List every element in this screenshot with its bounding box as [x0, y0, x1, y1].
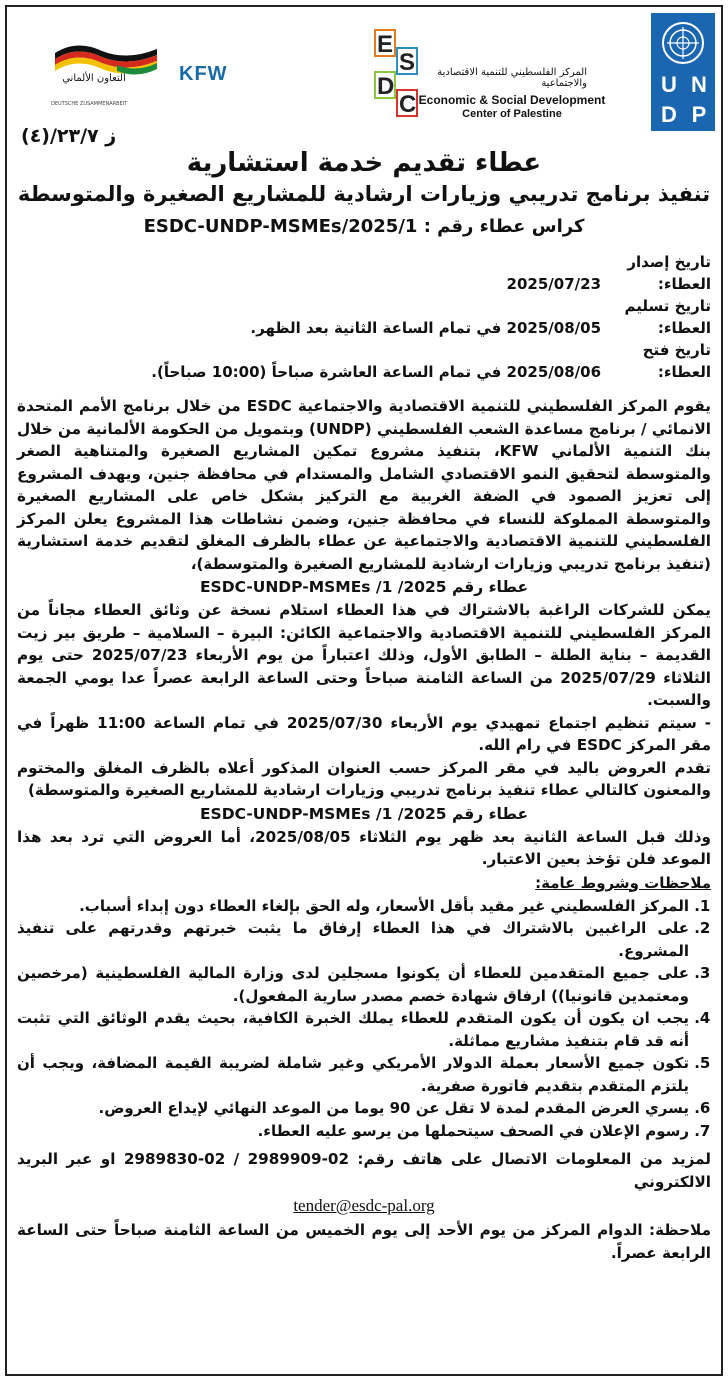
undp-letter-d: D — [661, 102, 677, 127]
tender-title: عطاء تقديم خدمة استشارية — [186, 148, 542, 178]
date-row — [17, 295, 711, 339]
list-item: 2. على الراغبين بالاشتراك في هذا العطاء إرفاق ما يثبت خبرتهم وقدرتهم على تنفيذ المشروع. — [17, 917, 689, 962]
date-value: 2025/08/05 في تمام الساعة الثانية بعد الظهر. — [250, 319, 601, 337]
date-value: 2025/08/06 في تمام الساعة العاشرة صباحاً (10:00 صباحاً). — [151, 363, 601, 381]
notes-list — [17, 895, 711, 1143]
footer-note: ملاحظة: الدوام المركز من يوم الأحد إلى يوم الخميس من الساعة الثامنة صباحاً حتى الساعة الرابعة عصراً. — [17, 1221, 711, 1262]
partner-german-text: DEUTSCHE ZUSAMMENARBEIT — [51, 101, 128, 107]
undp-letter-n: N — [691, 72, 707, 97]
header — [7, 7, 721, 147]
svg-text:C: C — [399, 91, 417, 118]
deadline-paragraph: وذلك قبل الساعة الثانية بعد ظهر يوم الثلاثاء 2025/08/05، أما العروض التي ترد بعد هذا الموعد فلن تؤخذ بعين الاعتبار. — [17, 827, 711, 868]
list-item: 6. يسري العرض المقدم لمدة لا تقل عن 90 يوما من الموعد النهائي لإيداع العروض. — [17, 1097, 689, 1120]
date-value: 2025/07/23 — [506, 275, 601, 293]
tender-number-2: عطاء رقم 2025/ ESDC-UNDP-MSMEs /1 — [199, 804, 529, 823]
esdc-english-line-2: Center of Palestine — [462, 108, 562, 120]
contact-email-link[interactable]: tender@esdc-pal.org — [293, 1196, 435, 1215]
notes-title: ملاحظات وشروط عامة: — [535, 873, 711, 892]
tender-file-number: كراس عطاء رقم : 1/ESDC-UNDP-MSMEs/2025 — [143, 216, 585, 237]
esdc-english-name — [417, 93, 607, 121]
date-label: تاريخ إصدار العطاء: — [627, 253, 711, 293]
undp-letter-u: U — [661, 72, 677, 97]
date-label: تاريخ فتح العطاء: — [642, 341, 711, 381]
esdc-arabic-name: المركز الفلسطيني للتنمية الاقتصادية والاجتماعية — [437, 67, 587, 89]
date-row — [17, 339, 711, 383]
tender-number-1: عطاء رقم 2025/ ESDC-UNDP-MSMEs /1 — [199, 578, 529, 596]
purchase-paragraph: يمكن للشركات الراغبة بالاشتراك في هذا العطاء استلام نسخة عن وثائق العطاء مجاناً من المركز الفلسطيني للتنمية الاقتصادية والاجتماعية الكائن: البيرة – السلامية – طريق بير زيت القديمة – بناية الطلة – الطابق الأول، وذلك اعتباراً من يوم الأربعاء 2025/07/23 حتى يوم الثلاثاء 2025/07/29 من الساعة الثامنة صباحاً وحتى الساعة الرابعة عصراً عدا يومي الجمعة والسبت. — [17, 601, 711, 709]
list-item: 7. رسوم الإعلان في الصحف سيتحملها من يرسو عليه العطاء. — [17, 1120, 689, 1143]
svg-text:S: S — [399, 49, 416, 76]
svg-text:D: D — [377, 73, 395, 100]
undp-logo — [651, 13, 715, 131]
meeting-paragraph: - سيتم تنظيم اجتماع تمهيدي يوم الأربعاء 2025/07/30 في تمام الساعة 11:00 ظهراً في مقر المركز ESDC في رام الله. — [17, 713, 711, 754]
contact-paragraph: لمزيد من المعلومات الاتصال على هاتف رقم: 02-2989909 / 02-2989830 او عبر البريد الالكتروني — [17, 1150, 712, 1191]
tender-subtitle: تنفيذ برنامج تدريبي وزيارات ارشادية للمشاريع الصغيرة والمتوسطة — [17, 182, 711, 206]
list-item: 3. على جميع المتقدمين للعطاء أن يكونوا مسجلين لدى وزارة المالية الفلسطينية (مرخصين ومعتمدين قانونيا)) ارفاق شهادة خصم مصدر سارية المفعول). — [17, 962, 689, 1007]
svg-text:E: E — [377, 31, 394, 58]
date-label: تاريخ تسليم العطاء: — [624, 297, 711, 337]
list-item: 5. تكون جميع الأسعار بعملة الدولار الأمريكي وغير شاملة لضريبة القيمة المضافة، ويجب أن يلتزم المتقدم بتقديم فاتورة صفرية. — [17, 1052, 689, 1097]
list-item: 4. يجب ان يكون أن يكون المتقدم للعطاء يملك الخبرة الكافية، بحيث يقدم الوثائق التي تثبت أنه قد قام بتنفيذ مشاريع مماثلة. — [17, 1007, 689, 1052]
un-emblem-icon — [659, 19, 707, 67]
submission-paragraph: تقدم العروض باليد في مقر المركز حسب العنوان المذكور أعلاه بالظرف المغلق والمختوم والمعنون كالتالي عطاء تنفيذ برنامج تدريبي وزيارات ارشادية للمشاريع الصغيرة والمتوسطة) — [17, 758, 711, 799]
intro-paragraph: يقوم المركز الفلسطيني للتنمية الاقتصادية والاجتماعية ESDC من خلال برنامج الأمم المتحدة الانمائي / برنامج مساعدة الشعب الفلسطيني (UNDP) وبتمويل من الحكومة الألمانية من خلال بنك التنمية الألماني KFW، بتنفيذ مشروع تمكين المشاريع الصغيرة والمتناهية الصغر والمتوسطة لتحقيق النمو الاقتصادي الشامل والمستدام في محافظة جنين، ويهدف المشروع إلى تعزيز الصمود في الضفة الغربية مع التركيز بشكل خاص على المشاريع الصغيرة والمتوسطة المملوكة للنساء في محافظة جنين، وضمن نشاطات هذا المشروع يعلن المركز الفلسطيني للتنمية الاقتصادية والاجتماعية عن عطاء بالظرف المغلق لتقديم خدمة استشارية (تنفيذ برنامج تدريبي وزيارات ارشادية للمشاريع الصغيرة والمتوسطة)، — [17, 397, 711, 573]
content — [7, 251, 721, 1264]
kfw-logo: KFW — [179, 63, 228, 85]
list-item: 1. المركز الفلسطيني غير مقيد بأقل الأسعار، وله الحق بإلغاء العطاء دون إبداء أسباب. — [17, 895, 689, 918]
undp-letter-p: P — [691, 102, 707, 127]
dates-block — [17, 251, 711, 383]
partner-arabic-text: التعاون الألماني — [62, 73, 126, 84]
date-row — [17, 251, 711, 295]
tender-advertisement — [5, 5, 723, 1376]
esdc-english-line-1: Economic & Social Development — [418, 93, 606, 107]
reference-number: ز ٢٣/٧/(٤) — [21, 125, 117, 147]
